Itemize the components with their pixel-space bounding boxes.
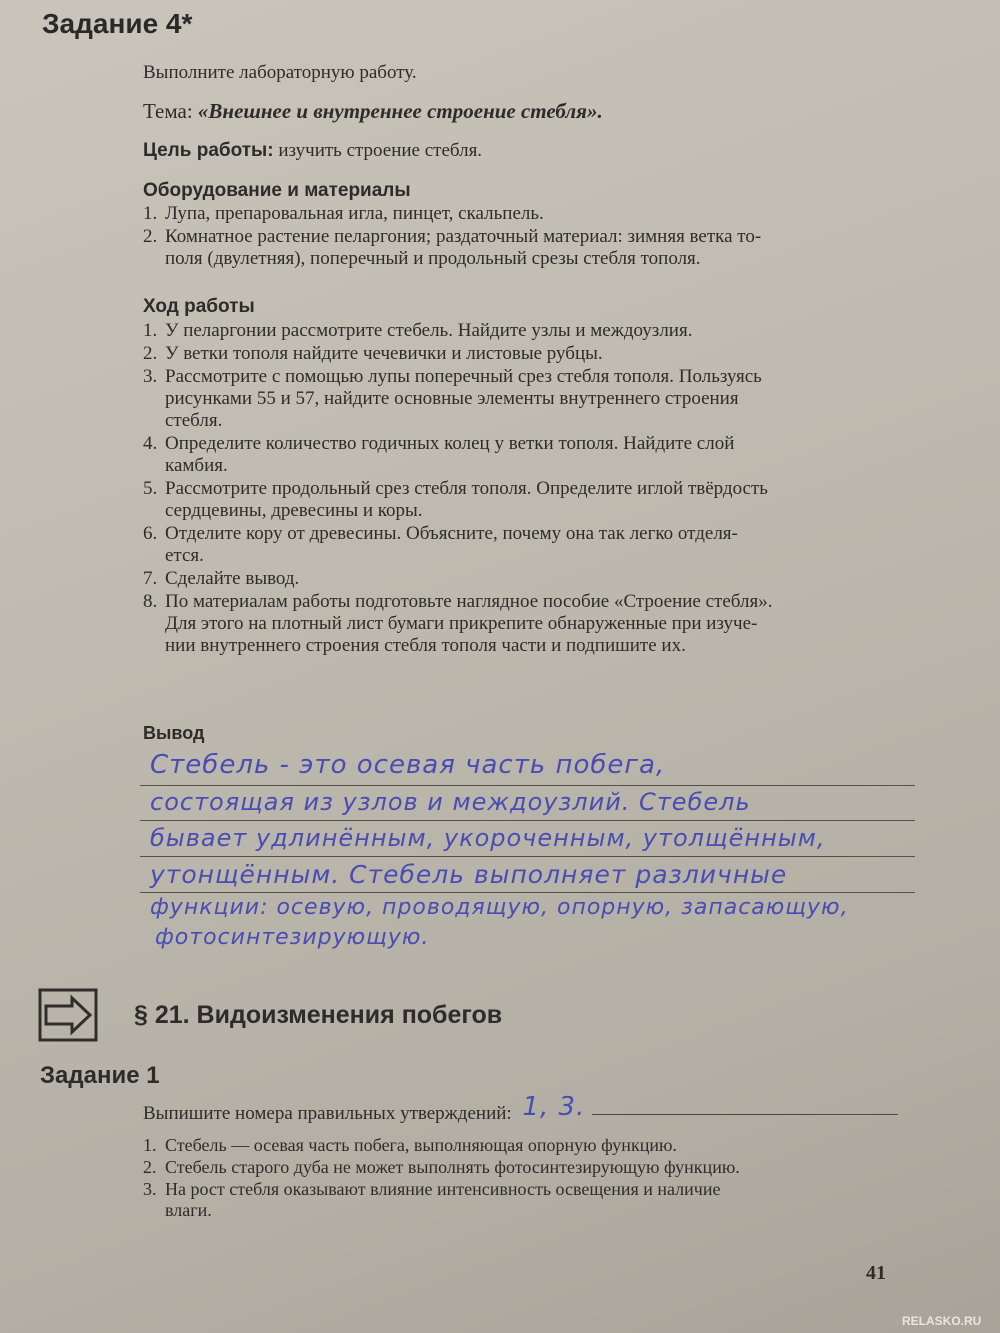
- list-item: [143, 366, 943, 432]
- task1-title: Задание 1: [40, 1062, 160, 1089]
- item-number: 2.: [143, 343, 158, 364]
- item-number: 1.: [143, 1135, 157, 1155]
- list-item: [143, 226, 943, 270]
- task4-intro: Выполните лабораторную работу.: [143, 62, 417, 83]
- item-text-line: У пеларгонии рассмотрите стебель. Найдите узлы и междоузлия.: [165, 320, 693, 341]
- item-text-line: На рост стебля оказывают влияние интенсивность освещения и наличие: [165, 1179, 721, 1199]
- item-number: 2.: [143, 226, 158, 247]
- item-text-line: нии внутреннего строения стебля тополя части и подпишите их.: [165, 635, 686, 656]
- item-text-line: Стебель старого дуба не может выполнять фотосинтезирующую функцию.: [165, 1157, 740, 1177]
- item-text-line: Для этого на плотный лист бумаги прикрепите обнаруженные при изуче-: [165, 613, 758, 634]
- task4-title: Задание 4*: [42, 8, 193, 39]
- arrow-box-icon: [38, 988, 98, 1042]
- list-item: [143, 568, 943, 590]
- answer-line: [592, 1114, 898, 1115]
- item-text-line: Комнатное растение пеларгония; раздаточный материал: зимняя ветка то-: [165, 226, 762, 247]
- item-number: 2.: [143, 1157, 157, 1177]
- task1-prompt-row: [143, 1092, 903, 1125]
- handwritten-line: фотосинтезирующую.: [155, 925, 430, 950]
- item-text-line: Рассмотрите с помощью лупы поперечный срез стебля тополя. Пользуясь: [165, 366, 762, 387]
- task1-prompt: Выпишите номера правильных утверждений:: [143, 1103, 512, 1124]
- item-number: 3.: [143, 366, 158, 387]
- item-text-line: поля (двулетняя), поперечный и продольный срезы стебля тополя.: [165, 248, 701, 269]
- handwritten-line: функции: осевую, проводящую, опорную, запасающую,: [150, 895, 849, 920]
- list-item: [143, 320, 943, 342]
- list-item: [143, 433, 943, 477]
- item-text-line: сердцевины, древесины и коры.: [165, 500, 423, 521]
- answer-line: [140, 856, 915, 857]
- list-item: [143, 478, 943, 522]
- item-text-line: У ветки тополя найдите чечевички и листовые рубцы.: [165, 343, 603, 364]
- item-text-line: Стебель — осевая часть побега, выполняющая опорную функцию.: [165, 1135, 677, 1155]
- answer-line: [140, 785, 915, 786]
- item-text-line: Сделайте вывод.: [165, 568, 300, 589]
- item-number: 3.: [143, 1179, 157, 1199]
- handwritten-line: утонщённым. Стебель выполняет различные: [150, 860, 788, 889]
- item-text-line: ется.: [165, 545, 204, 566]
- item-text-line: По материалам работы подготовьте наглядное пособие «Строение стебля».: [165, 591, 773, 612]
- handwritten-line: Стебель - это осевая часть побега,: [150, 750, 666, 780]
- item-text-line: камбия.: [165, 455, 228, 476]
- section-title: § 21. Видоизменения побегов: [134, 1001, 503, 1029]
- watermark: RELASKO.RU: [902, 1314, 982, 1328]
- item-number: 7.: [143, 568, 158, 589]
- list-item: [143, 1179, 943, 1221]
- goal-value: изучить строение стебля.: [278, 140, 483, 161]
- item-text-line: Отделите кору от древесины. Объясните, почему она так легко отделя-: [165, 523, 738, 544]
- item-text-line: стебля.: [165, 410, 223, 431]
- item-number: 4.: [143, 433, 158, 454]
- procedure-heading: Ход работы: [143, 296, 255, 317]
- topic-label: Тема:: [143, 99, 193, 123]
- list-item: [143, 203, 943, 225]
- list-item: [143, 1135, 943, 1156]
- list-item: [143, 523, 943, 567]
- item-text-line: Рассмотрите продольный срез стебля тополя. Определите иглой твёрдость: [165, 478, 768, 499]
- task4-goal: [143, 140, 943, 162]
- item-text-line: Лупа, препаровальная игла, пинцет, скальпель.: [165, 203, 544, 224]
- handwritten-line: бывает удлинённым, укороченным, утолщённым,: [150, 824, 826, 852]
- list-item: [143, 343, 943, 365]
- equipment-heading: Оборудование и материалы: [143, 180, 411, 201]
- answer-line: [140, 820, 915, 821]
- list-item: [143, 591, 943, 657]
- item-number: 8.: [143, 591, 158, 612]
- answer-line: [140, 892, 915, 893]
- task1-answer: 1, 3.: [522, 1092, 586, 1122]
- item-number: 1.: [143, 203, 158, 224]
- item-text-line: влаги.: [165, 1200, 212, 1220]
- procedure-list: [143, 320, 943, 658]
- page-number: 41: [866, 1262, 886, 1284]
- item-number: 1.: [143, 320, 158, 341]
- list-item: [143, 1157, 943, 1178]
- item-number: 5.: [143, 478, 158, 499]
- conclusion-heading: Вывод: [143, 723, 205, 743]
- item-number: 6.: [143, 523, 158, 544]
- equipment-list: [143, 203, 943, 271]
- item-text-line: рисунками 55 и 57, найдите основные элементы внутреннего строения: [165, 388, 739, 409]
- goal-label: Цель работы:: [143, 140, 274, 161]
- topic-value: «Внешнее и внутреннее строение стебля».: [197, 99, 603, 123]
- task4-topic: [143, 100, 943, 122]
- item-text-line: Определите количество годичных колец у ветки тополя. Найдите слой: [165, 433, 735, 454]
- handwritten-line: состоящая из узлов и междоузлий. Стебель: [150, 788, 751, 816]
- statements-list: [143, 1135, 943, 1222]
